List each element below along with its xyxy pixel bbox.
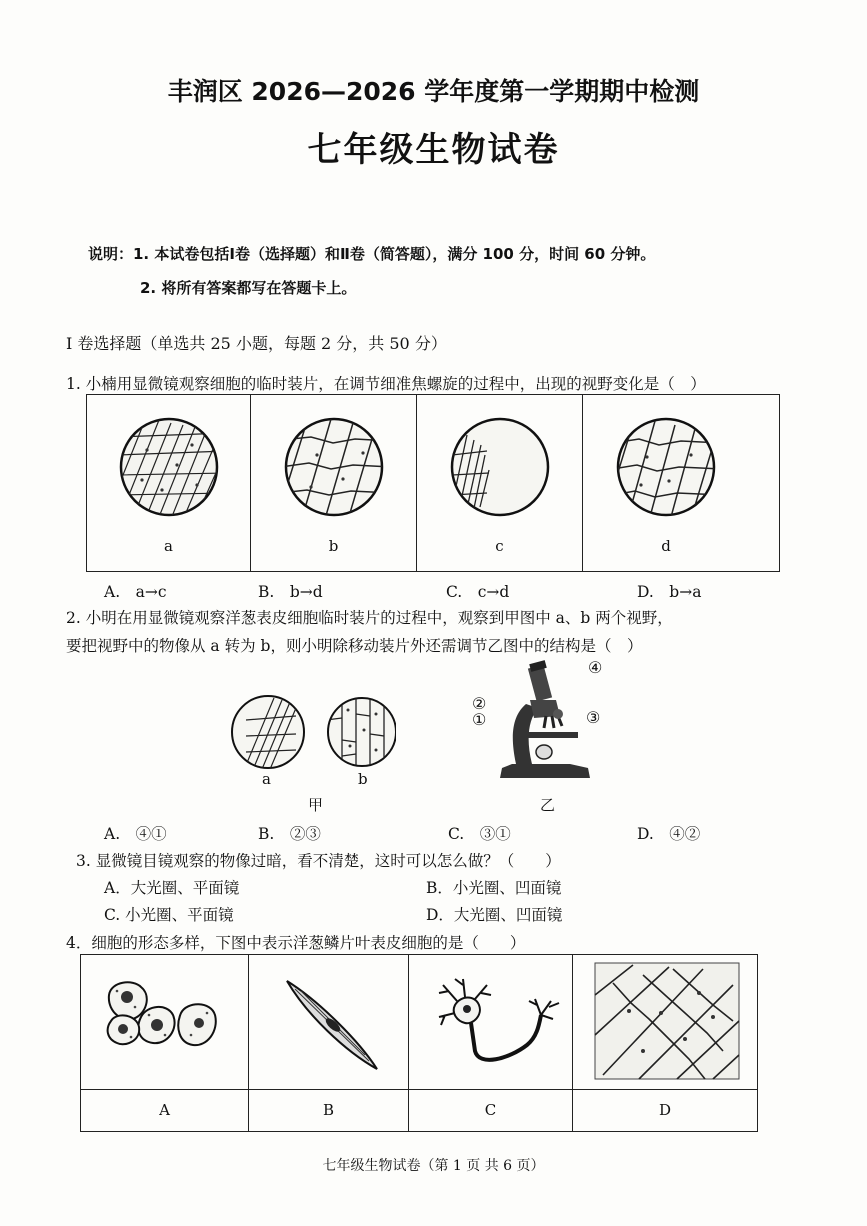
question-2-line-1: 2. 小明在用显微镜观察洋葱表皮细胞临时装片的过程中，观察到甲图中 a、b 两个视野，: [66, 609, 673, 627]
instruction-line-1: 说明：1. 本试卷包括Ⅰ卷（选择题）和Ⅱ卷（简答题），满分 100 分，时间 60 分钟。: [88, 245, 656, 263]
q4-cell-d: [573, 955, 757, 1131]
q1-panel-c: [417, 395, 583, 571]
q3-option-a[interactable]: A．大光圈、平面镜: [104, 879, 240, 897]
section-heading: Ⅰ 卷选择题（单选共 25 小题，每题 2 分，共 50 分）: [66, 334, 447, 353]
exam-subtitle: 七年级生物试卷: [307, 130, 560, 170]
q2-caption-yi: 乙: [540, 796, 556, 814]
q2-option-b[interactable]: B. ②③: [258, 825, 321, 843]
q2-option-d[interactable]: D. ④②: [637, 825, 701, 843]
q4-label-b: B: [322, 1101, 335, 1119]
microscope-view-icon: [583, 395, 779, 535]
microscope-view-icon: [87, 395, 251, 535]
q4-label-d: D: [658, 1101, 672, 1119]
q4-label-c: C: [484, 1101, 497, 1119]
q2-label-b: b: [358, 770, 368, 788]
instruction-line-2: 2. 将所有答案都写在答题卡上。: [140, 279, 357, 297]
q1-option-d[interactable]: D. b→a: [637, 583, 702, 601]
neuron-icon: [409, 955, 571, 1089]
skin-cells-icon: [81, 955, 247, 1089]
microscope-view-icon: [251, 395, 417, 535]
q2-figure-yi: [460, 656, 620, 826]
q4-cell-c: [409, 955, 573, 1131]
q3-option-c[interactable]: C. 小光圈、平面镜: [104, 906, 234, 924]
q4-cell-a: [81, 955, 249, 1131]
exam-title: 丰润区 2026—2026 学年度第一学期期中检测: [167, 77, 700, 106]
question-1-text: 1. 小楠用显微镜观察细胞的临时装片，在调节细准焦螺旋的过程中，出现的视野变化是（ ）: [66, 375, 706, 393]
q2-caption-jia: 甲: [308, 796, 324, 814]
q1-label-d: d: [661, 537, 671, 555]
q2-marker-2: ②: [472, 694, 487, 713]
muscle-cell-icon: [249, 955, 407, 1089]
q1-label-a: a: [164, 537, 173, 555]
question-4-text: 4．细胞的形态多样，下图中表示洋葱鳞片叶表皮细胞的是（ ）: [66, 934, 526, 952]
q2-figure-jia: [226, 690, 396, 820]
question-4-figure-table: [80, 954, 758, 1132]
question-3-text: 3. 显微镜目镜观察的物像过暗，看不清楚，这时可以怎么做？（ ）: [76, 852, 561, 870]
q4-cell-b: [249, 955, 409, 1131]
q1-option-c[interactable]: C. c→d: [446, 583, 510, 601]
microscope-view-icon: [417, 395, 583, 535]
q1-label-b: b: [328, 537, 339, 555]
q3-option-d[interactable]: D．大光圈、凹面镜: [426, 906, 563, 924]
q2-option-a[interactable]: A. ④①: [104, 825, 167, 843]
q4-label-a: A: [159, 1101, 170, 1119]
page-footer: 七年级生物试卷（第 1 页 共 6 页）: [322, 1158, 545, 1174]
q2-marker-1: ①: [472, 710, 487, 729]
q1-panel-b: [251, 395, 417, 571]
q1-option-a[interactable]: A. a→c: [104, 583, 167, 601]
microscope-view-icon: [226, 690, 396, 770]
q2-option-c[interactable]: C. ③①: [448, 825, 511, 843]
question-1-figure-table: [86, 394, 780, 572]
onion-epidermis-cells-icon: [573, 955, 757, 1089]
q2-marker-4: ④: [588, 658, 603, 677]
q3-option-b[interactable]: B．小光圈、凹面镜: [426, 879, 562, 897]
q1-panel-a: [87, 395, 251, 571]
q2-marker-3: ③: [586, 708, 601, 727]
question-2-line-2: 要把视野中的物像从 a 转为 b，则小明除移动装片外还需调节乙图中的结构是（ ）: [66, 637, 643, 655]
q1-label-c: c: [495, 537, 504, 555]
q1-option-b[interactable]: B. b→d: [258, 583, 323, 601]
q1-panel-d: [583, 395, 779, 571]
q2-label-a: a: [262, 770, 271, 788]
